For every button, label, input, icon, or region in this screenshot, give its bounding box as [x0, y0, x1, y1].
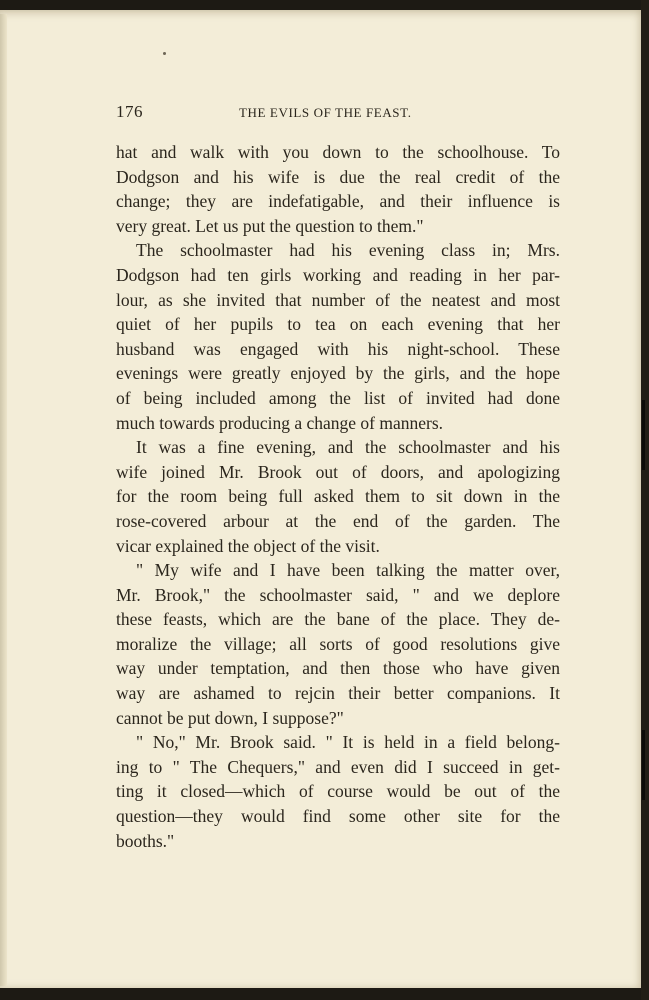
text-line: ting it closed—which of course would be out of the — [116, 781, 560, 802]
text-line: very great. Let us put the question to them." — [116, 215, 424, 236]
text-line: much towards producing a change of manners. — [116, 412, 444, 433]
text-line: quiet of her pupils to tea on each evening that her — [116, 314, 560, 335]
text-line: It was a fine evening, and the schoolmaster and his — [136, 437, 560, 458]
text-line: question—they would find some other site for the — [116, 806, 560, 827]
binding-edge — [0, 14, 7, 986]
text-line: booths." — [116, 830, 175, 851]
text-line: evenings were greatly enjoyed by the girls, and the hope — [116, 363, 560, 384]
text-line: lour, as she invited that number of the neatest and most — [116, 289, 560, 310]
text-line: change; they are indefatigable, and their influence is — [116, 191, 560, 212]
text-line: hat and walk with you down to the schoolhouse. To — [116, 142, 560, 162]
text-line: for the room being full asked them to sit down in the — [116, 486, 560, 507]
text-line: " No," Mr. Brook said. " It is held in a field belong- — [136, 732, 560, 753]
text-line: way under temptation, and then those who have given — [116, 658, 560, 679]
page-number: 176 — [116, 102, 143, 121]
text-line: " My wife and I have been talking the matter over, — [136, 560, 560, 581]
edge-mark — [642, 400, 645, 470]
text-line: cannot be put down, I suppose?" — [116, 707, 344, 728]
text-line: rose-covered arbour at the end of the garden. The — [116, 510, 560, 531]
text-line: husband was engaged with his night-school. These — [116, 338, 560, 359]
text-line: way are ashamed to rejcin their better companions. It — [116, 683, 560, 704]
edge-mark — [642, 730, 645, 800]
text-line: vicar explained the object of the visit. — [116, 535, 380, 556]
chapter-running-title: THE EVILS OF THE FEAST. — [239, 105, 412, 120]
body-text — [116, 140, 560, 853]
text-line: Mr. Brook," the schoolmaster said, " and we deplore — [116, 584, 560, 605]
text-line: Dodgson had ten girls working and reading in her par- — [116, 264, 560, 285]
text-line: wife joined Mr. Brook out of doors, and apologizing — [116, 461, 560, 482]
text-line: of being included among the list of invited had done — [116, 387, 560, 408]
text-line: moralize the village; all sorts of good resolutions give — [116, 633, 560, 654]
text-line: these feasts, which are the bane of the place. They de- — [116, 609, 560, 630]
page-edge-shadow — [641, 0, 649, 1000]
text-line: The schoolmaster had his evening class in; Mrs. — [136, 240, 560, 261]
text-line: ing to " The Chequers," and even did I succeed in get- — [116, 756, 560, 777]
paper-speck — [163, 52, 166, 55]
running-head — [116, 102, 560, 126]
text-line: Dodgson and his wife is due the real credit of the — [116, 166, 560, 187]
